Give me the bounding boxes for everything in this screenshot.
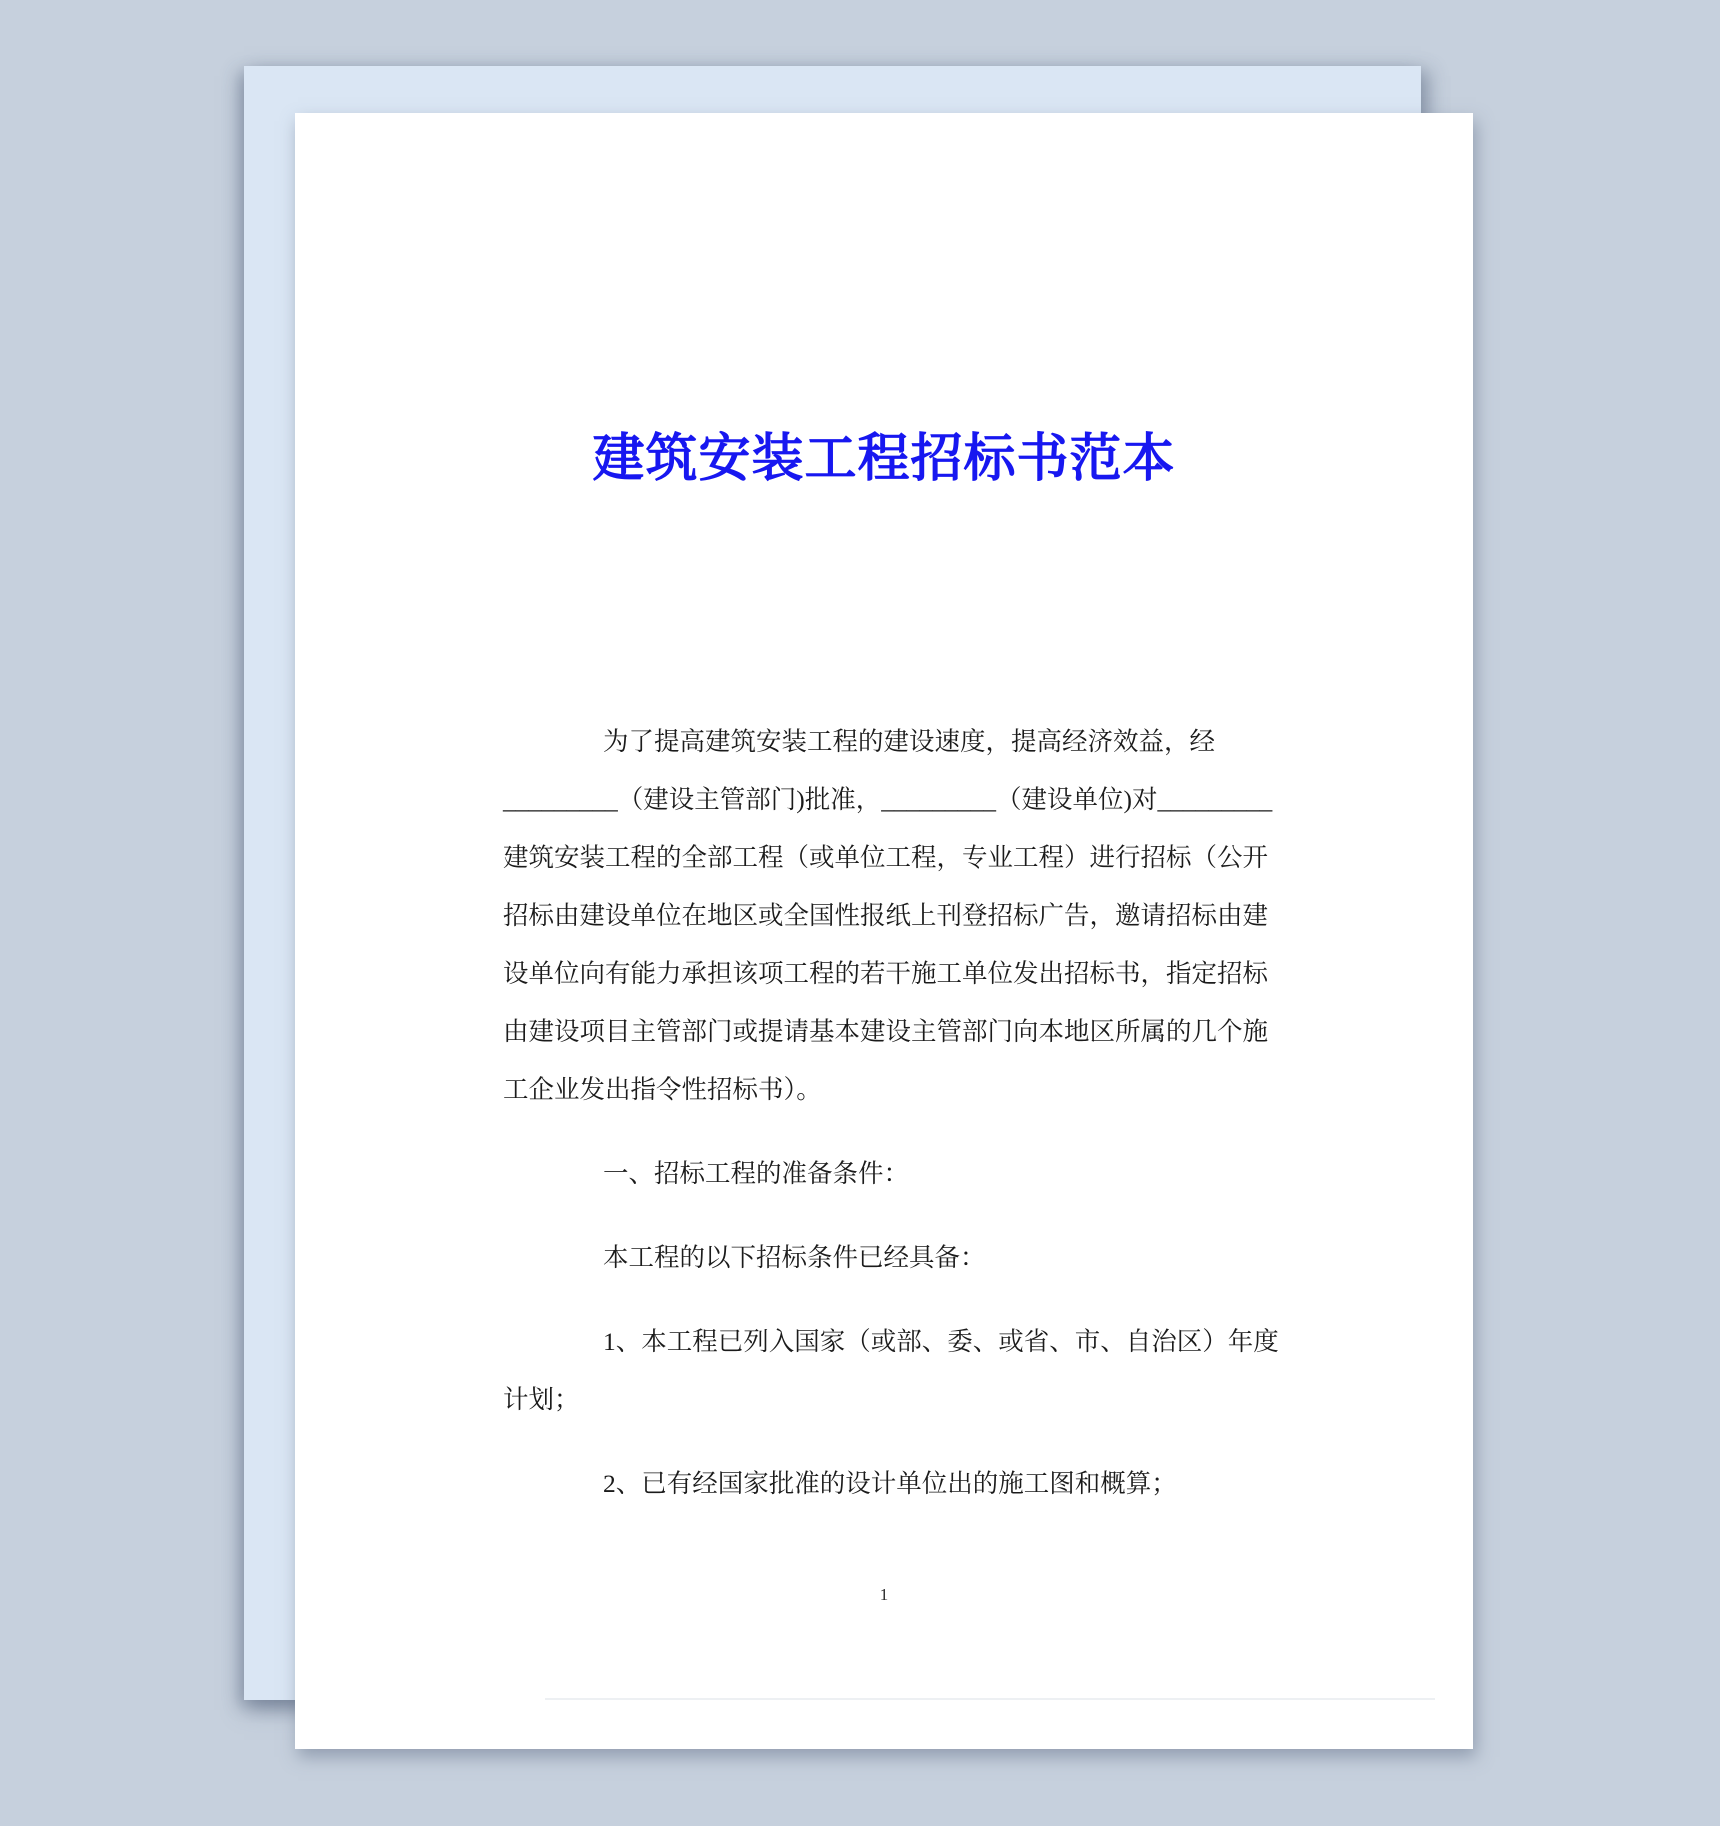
paragraph-line: 计划； [503,1385,580,1414]
paragraph-line: 设单位向有能力承担该项工程的若干施工单位发出招标书，指定招标 [503,959,1269,988]
page-number: 1 [879,1585,889,1604]
paragraph-line: 建筑安装工程的全部工程（或单位工程，专业工程）进行招标（公开 [503,843,1269,872]
paragraph-condition-2 [503,1455,1273,1513]
document-page [295,113,1473,1749]
paragraph-line-blank-fields: _________（建设主管部门)批准，_________（建设单位)对_________ [503,785,1273,814]
paragraph-intro [503,713,1273,1119]
paragraph-line: 1、本工程已列入国家（或部、委、或省、市、自治区）年度 [603,1327,1279,1356]
paragraph-conditions-lead [503,1229,1273,1287]
section-heading-line: 一、招标工程的准备条件： [603,1159,910,1188]
paragraph-line: 为了提高建筑安装工程的建设速度，提高经济效益，经 [603,727,1216,756]
paragraph-section-heading [503,1145,1273,1203]
paragraph-line: 招标由建设单位在地区或全国性报纸上刊登招标广告，邀请招标由建 [503,901,1269,930]
paragraph-line: 本工程的以下招标条件已经具备： [603,1243,986,1272]
faint-divider-line [545,1698,1435,1700]
paragraph-line: 工企业发出指令性招标书）。 [503,1075,822,1104]
document-body [503,713,1279,1539]
paragraph-line: 2、已有经国家批准的设计单位出的施工图和概算； [603,1469,1177,1498]
paragraph-line: 由建设项目主管部门或提请基本建设主管部门向本地区所属的几个施 [503,1017,1269,1046]
paragraph-condition-1 [503,1313,1279,1429]
document-title: 建筑安装工程招标书范本 [592,430,1176,488]
